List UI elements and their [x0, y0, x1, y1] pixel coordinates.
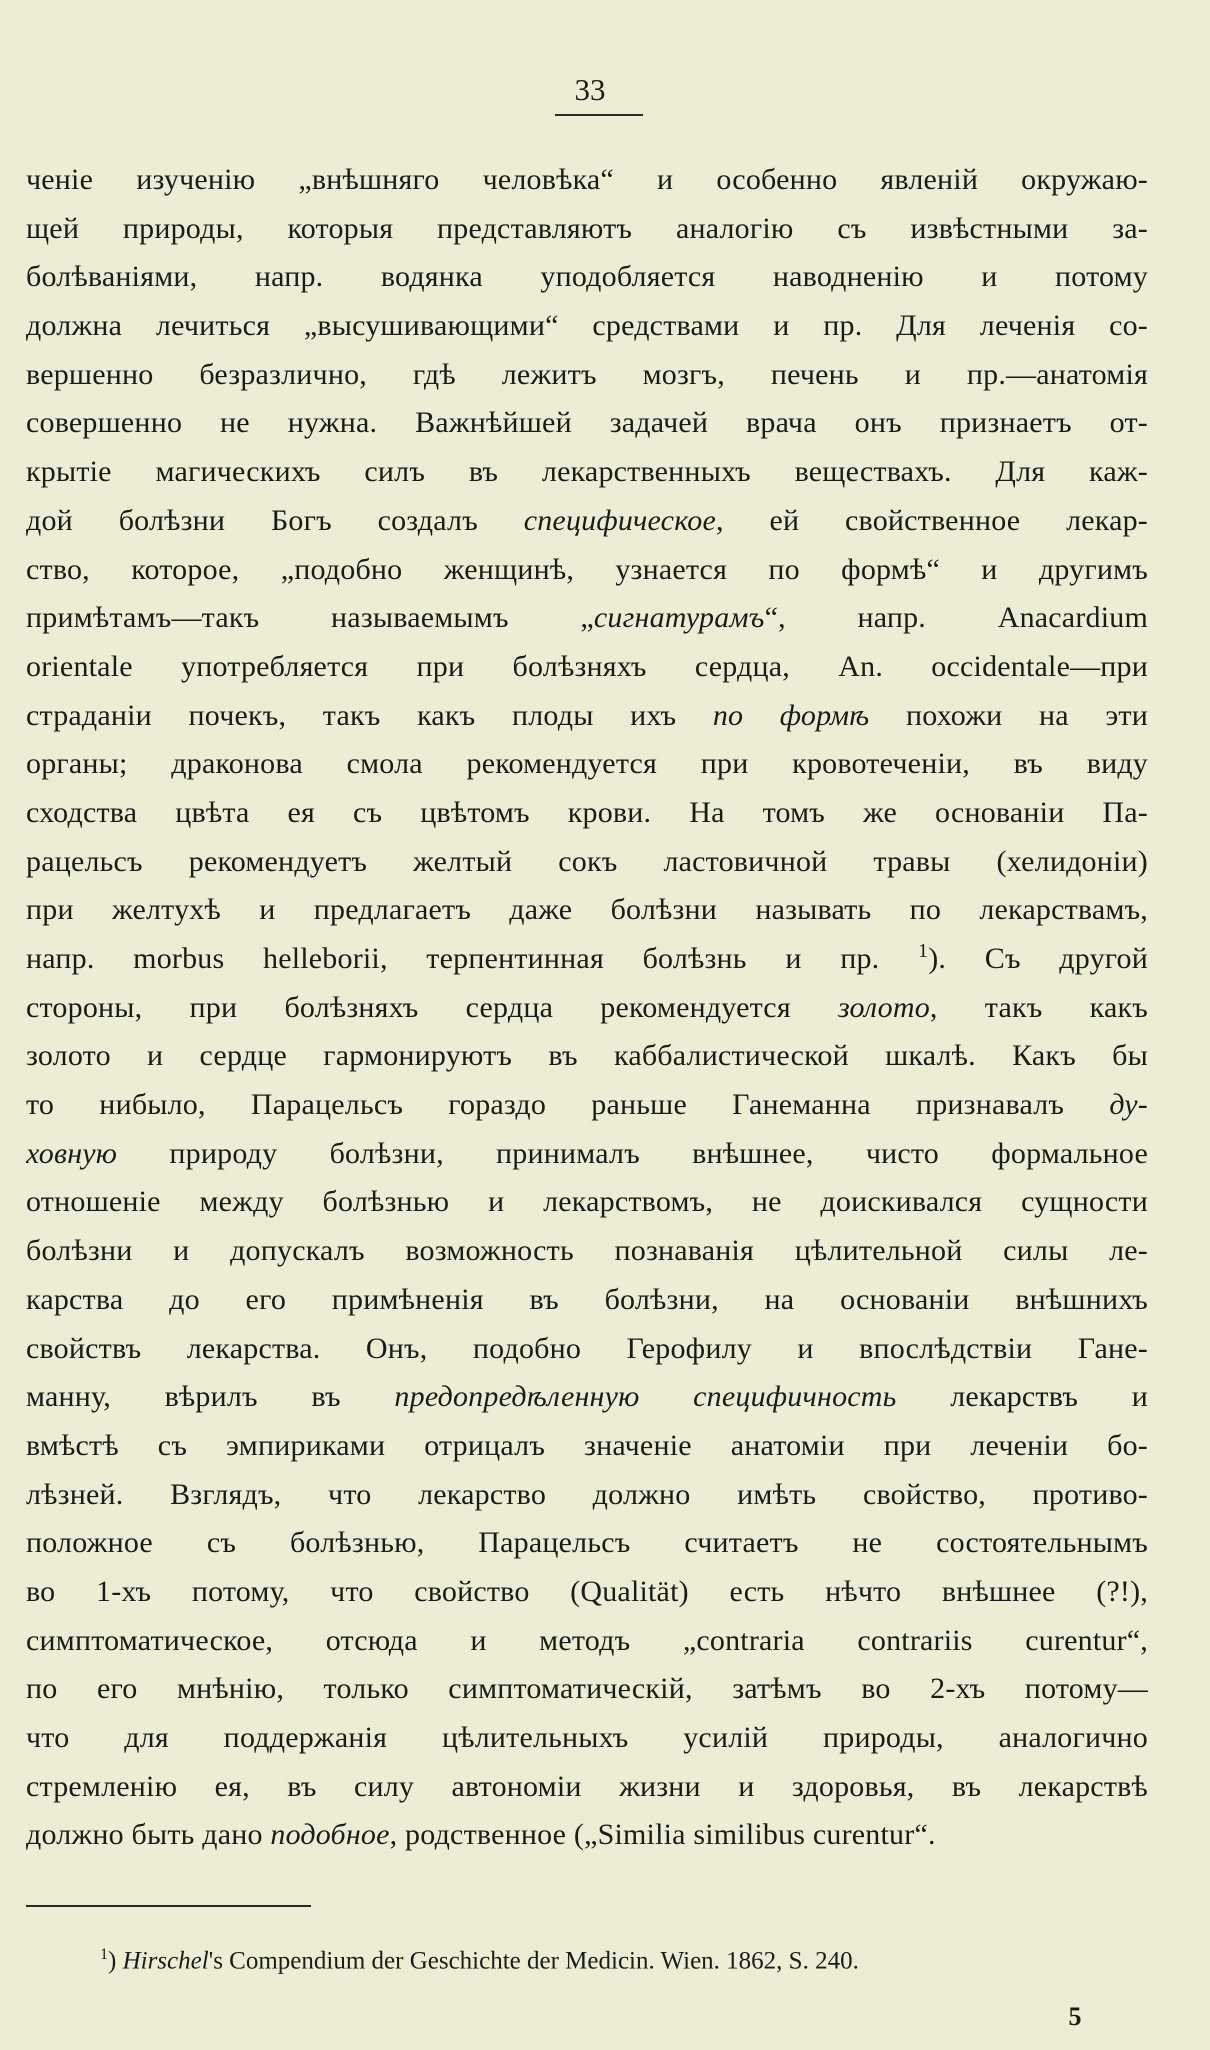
text-line: [26, 1325, 1148, 1374]
footnote-marker-close: ): [108, 1947, 117, 1975]
text-segment: отношеніе между болѣзнью и лекарствомъ, не доискивался сущности: [26, 1185, 1148, 1219]
text-segment: симптоматическое, отсюда и методъ „contraria contrariis curentur“,: [26, 1623, 1148, 1657]
text-segment: рацельсъ рекомендуетъ желтый сокъ ластовичной травы (хелидоніи): [26, 844, 1148, 878]
emphasis-text: ховную: [26, 1136, 118, 1170]
text-segment: должна лечиться „высушивающими“ средствами и пр. Для леченія со-: [26, 309, 1148, 343]
text-segment: природу болѣзни, принималъ внѣшнее, чисто формальное: [117, 1136, 1148, 1170]
text-segment: что для поддержанія цѣлительныхъ усилій природы, аналогично: [26, 1721, 1148, 1754]
text-line: [26, 1617, 1148, 1666]
text-segment: ство, которое, „подобно женщинѣ, узнается по формѣ“ и другимъ: [26, 552, 1148, 586]
footnote: [100, 1938, 1100, 1978]
text-line: [26, 1227, 1148, 1276]
text-line: [26, 789, 1148, 838]
text-segment: вершенно безразлично, гдѣ лежитъ мозгъ, печень и пр.—анатомія: [26, 357, 1148, 391]
text-line: [26, 1373, 1148, 1422]
text-line: [26, 935, 1148, 984]
footnote-author: Hirschel: [122, 1947, 209, 1975]
text-line: [26, 886, 1148, 935]
text-line: [26, 351, 1148, 400]
text-line: [26, 1568, 1148, 1617]
text-line: [26, 740, 1148, 789]
text-line: [26, 546, 1148, 595]
emphasis-text: золото: [838, 990, 930, 1024]
text-segment: болѣзни и допускалъ возможность познаванія цѣлительной силы ле-: [26, 1234, 1148, 1268]
text-line: [26, 1130, 1148, 1179]
text-segment: orientale употребляется при болѣзняхъ сердца, An. occidentale—при: [26, 649, 1148, 683]
text-segment: стороны, при болѣзняхъ сердца рекомендуется: [26, 990, 839, 1024]
body-text: [26, 156, 1148, 1860]
emphasis-text: предопредѣленную специфичность: [394, 1380, 897, 1414]
text-line: [26, 1519, 1148, 1568]
text-segment: , ей свойственное лекар-: [716, 503, 1148, 537]
text-segment: положное съ болѣзнью, Парацельсъ считаетъ не состоятельнымъ: [26, 1526, 1148, 1560]
text-segment: сходства цвѣта ея съ цвѣтомъ крови. На томъ же основаніи Па-: [26, 795, 1148, 829]
text-segment: органы; драконова смола рекомендуется при кровотеченіи, въ виду: [26, 747, 1148, 781]
text-line: [26, 1032, 1148, 1081]
text-line: [26, 1714, 1148, 1763]
emphasis-text: сигнатурамъ: [593, 601, 765, 635]
text-line: [26, 1811, 1148, 1860]
text-line: [26, 1665, 1148, 1714]
text-line: [26, 497, 1148, 546]
text-line: [26, 253, 1148, 302]
text-segment: крытіе магическихъ силъ въ лекарственныхъ веществахъ. Для каж-: [26, 455, 1148, 489]
text-segment: щей природы, которыя представляютъ аналогію съ извѣстными за-: [26, 211, 1148, 245]
text-line: [26, 643, 1148, 692]
text-segment: похожи на эти: [869, 698, 1148, 732]
text-segment: то нибыло, Парацельсъ гораздо раньше Ганеманна признавалъ: [26, 1088, 1110, 1122]
text-segment: совершенно не нужна. Важнѣйшей задачей врача онъ признаетъ от-: [26, 406, 1148, 440]
text-line: [26, 156, 1148, 205]
text-line: [26, 1763, 1148, 1812]
text-line: [26, 1422, 1148, 1471]
footnote-text: 's Compendium der Geschichte der Medicin. Wien. 1862, S. 240.: [208, 1947, 859, 1975]
text-line: [26, 448, 1148, 497]
text-line: [26, 1081, 1148, 1130]
text-segment: во 1-хъ потому, что свойство (Qualität) есть нѣчто внѣшнее (?!),: [26, 1574, 1148, 1608]
text-segment: при желтухѣ и предлагаетъ даже болѣзни называть по лекарствамъ,: [26, 893, 1148, 927]
text-segment: стремленію ея, въ силу автономіи жизни и здоровья, въ лекарствѣ: [26, 1769, 1148, 1803]
footnote-marker: 1: [100, 1946, 108, 1963]
header-rule: [555, 114, 643, 116]
text-segment: , родственное („Similia similibus curentur“.: [389, 1818, 936, 1852]
footnote-reference: 1: [918, 940, 929, 962]
text-line: [26, 205, 1148, 254]
text-line: [26, 594, 1148, 643]
text-segment: страданіи почекъ, такъ какъ плоды ихъ: [26, 698, 713, 732]
emphasis-text: ду-: [1109, 1088, 1148, 1122]
text-segment: дой болѣзни Богъ создалъ: [26, 503, 524, 537]
page-number: 33: [574, 72, 606, 107]
text-line: [26, 399, 1148, 448]
text-segment: болѣваніями, напр. водянка уподобляется наводненію и потому: [26, 260, 1148, 294]
emphasis-text: по формѣ: [712, 698, 870, 732]
text-segment: вмѣстѣ съ эмпириками отрицалъ значеніе анатоміи при леченіи бо-: [26, 1428, 1148, 1462]
text-segment: золото и сердце гармонируютъ въ каббалистической шкалѣ. Какъ бы: [26, 1039, 1148, 1073]
emphasis-text: подобное: [270, 1818, 390, 1852]
text-line: [26, 692, 1148, 741]
text-segment: лекарствъ и: [896, 1380, 1148, 1414]
text-segment: “, напр. Anacardium: [764, 601, 1148, 635]
text-segment: , такъ какъ: [929, 990, 1148, 1024]
text-line: [26, 1471, 1148, 1520]
emphasis-text: специфическое: [523, 503, 717, 537]
text-line: [26, 1178, 1148, 1227]
text-segment: свойствъ лекарства. Онъ, подобно Герофилу и впослѣдствіи Гане-: [26, 1331, 1148, 1365]
text-line: [26, 1276, 1148, 1325]
text-segment: ). Съ другой: [928, 942, 1148, 975]
text-line: [26, 984, 1148, 1033]
text-line: [26, 838, 1148, 887]
text-segment: примѣтамъ—такъ называемымъ „: [26, 601, 594, 635]
text-segment: лѣзней. Взглядъ, что лекарство должно имѣть свойство, противо-: [26, 1477, 1148, 1511]
text-segment: карства до его примѣненія въ болѣзни, на основаніи внѣшнихъ: [26, 1282, 1148, 1316]
text-segment: ченіе изученію „внѣшняго человѣка“ и особенно явленій окружаю-: [26, 163, 1148, 196]
text-segment: по его мнѣнію, только симптоматическій, затѣмъ во 2-хъ потому—: [26, 1672, 1148, 1706]
text-segment: должно быть дано: [26, 1818, 271, 1852]
text-segment: напр. morbus helleborii, терпентинная болѣзнь и пр.: [26, 942, 919, 975]
text-segment: манну, вѣрилъ въ: [26, 1380, 395, 1414]
text-line: [26, 302, 1148, 351]
signature-mark: 5: [1068, 2002, 1082, 2031]
footnote-rule: [26, 1905, 311, 1907]
